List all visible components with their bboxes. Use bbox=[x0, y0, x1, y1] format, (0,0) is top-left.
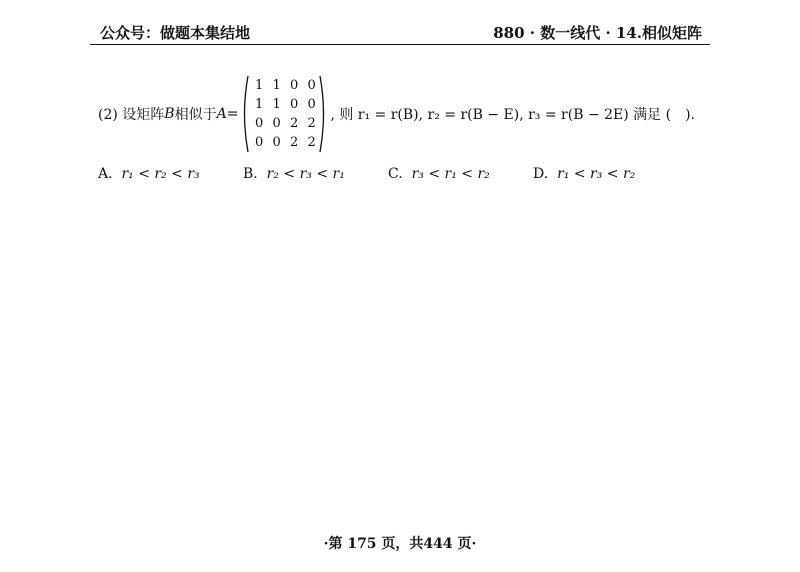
option-d-expr: r₁ < r₃ < r₂ bbox=[557, 166, 636, 182]
matrix-entry: 0 bbox=[255, 116, 264, 131]
equals-sign: = bbox=[226, 106, 239, 122]
question-suffix: , 则 r₁ = r(B), r₂ = r(B − E), r₃ = r(B − 2E) 满足 ( ). bbox=[330, 107, 695, 123]
option-c-expr: r₃ < r₁ < r₂ bbox=[411, 166, 490, 182]
option-c[interactable] bbox=[388, 166, 490, 182]
header-source: 公众号：做题本集结地 bbox=[100, 24, 251, 42]
matrix-entry: 0 bbox=[255, 135, 264, 150]
matrix-entry: 0 bbox=[290, 78, 299, 93]
question-stem bbox=[98, 74, 695, 154]
var-b: B bbox=[164, 106, 175, 122]
matrix-entry: 0 bbox=[307, 97, 316, 112]
matrix-entry: 1 bbox=[255, 78, 264, 93]
matrix-entry: 1 bbox=[255, 97, 264, 112]
matrix-entry: 0 bbox=[290, 97, 299, 112]
var-a: A bbox=[216, 106, 227, 122]
matrix-entry: 0 bbox=[307, 78, 316, 93]
matrix-entry: 0 bbox=[272, 135, 281, 150]
page-footer: ·第 175 页，共444 页· bbox=[323, 536, 477, 552]
question-prefix: (2) 设矩阵 bbox=[98, 107, 165, 123]
option-b-label: B. bbox=[243, 166, 258, 182]
option-a-expr: r₁ < r₂ < r₃ bbox=[121, 166, 200, 182]
option-a[interactable] bbox=[98, 166, 200, 182]
question-mid: 相似于 bbox=[174, 107, 217, 123]
matrix-entries bbox=[250, 76, 320, 152]
matrix-entry: 0 bbox=[272, 116, 281, 131]
matrix-a bbox=[240, 74, 328, 154]
header-section: 880 · 数一线代 · 14.相似矩阵 bbox=[493, 24, 702, 42]
matrix-entry: 2 bbox=[307, 135, 316, 150]
option-a-label: A. bbox=[98, 166, 113, 182]
matrix-entry: 2 bbox=[290, 135, 299, 150]
option-d[interactable] bbox=[533, 166, 635, 182]
option-c-label: C. bbox=[388, 166, 403, 182]
answer-options bbox=[98, 166, 698, 188]
page-header bbox=[90, 20, 710, 45]
matrix-entry: 2 bbox=[307, 116, 316, 131]
matrix-entry: 2 bbox=[290, 116, 299, 131]
matrix-entry: 1 bbox=[272, 78, 281, 93]
matrix-entry: 1 bbox=[272, 97, 281, 112]
option-b-expr: r₂ < r₃ < r₁ bbox=[266, 166, 345, 182]
option-d-label: D. bbox=[533, 166, 549, 182]
option-b[interactable] bbox=[243, 166, 345, 182]
